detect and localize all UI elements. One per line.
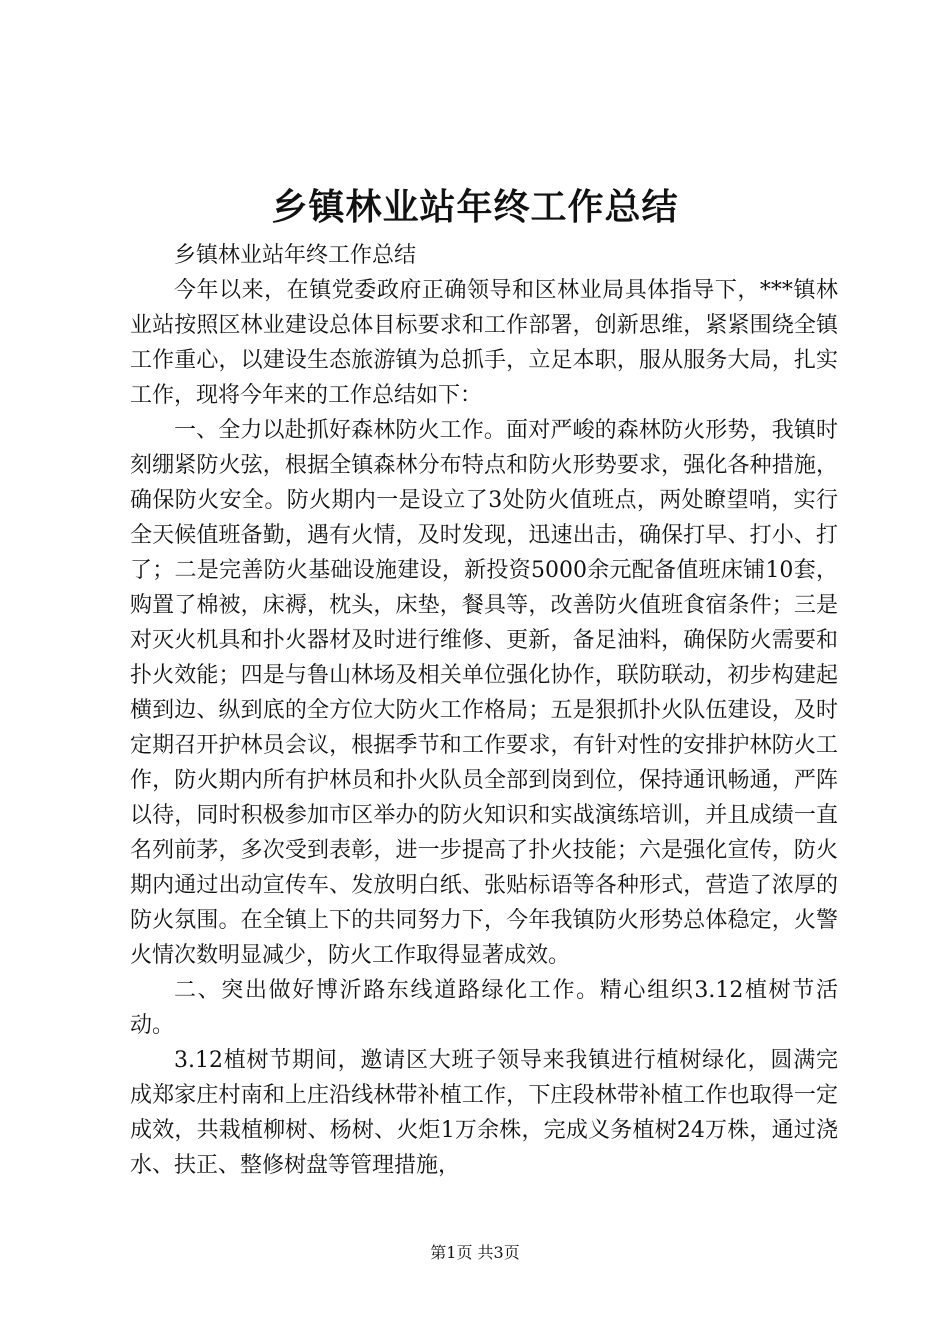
page-footer: 第1页 共3页 (430, 1243, 520, 1262)
fire-prevention-paragraph: 一、全力以赴抓好森林防火工作。面对严峻的森林防火形势，我镇时刻绷紧防火弦，根据全镇森林分布特点和防火形势要求，强化各种措施，确保防火安全。防火期内一是设立了3处防火值班点，两处瞭望哨，实行全天候值班备勤，遇有火情，及时发现，迅速出击，确保打早、打小、打了；二是完善防火基础设施建设，新投资5000余元配备值班床铺10套，购置了棉被，床褥，枕头，床垫，餐具等，改善防火值班食宿条件；三是对灭火机具和扑火器材及时进行维修、更新，备足油料，确保防火需要和扑火效能；四是与鲁山林场及相关单位强化协作，联防联动，初步构建起横到边、纵到底的全方位大防火工作格局；五是狠抓扑火队伍建设，及时定期召开护林员会议，根据季节和工作要求，有针对性的安排护林防火工作，防火期内所有护林员和扑火队员全部到岗到位，保持通讯畅通，严阵以待，同时积极参加市区举办的防火知识和实战演练培训，并且成绩一直名列前茅，多次受到表彰，进一步提高了扑火技能；六是强化宣传，防火期内通过出动宣传车、发放明白纸、张贴标语等各种形式，营造了浓厚的防火氛围。在全镇上下的共同努力下，今年我镇防火形势总体稳定，火警火情次数明显减少，防火工作取得显著成效。 (130, 418, 838, 968)
subtitle-paragraph: 乡镇林业站年终工作总结 (174, 243, 417, 268)
document-title: 乡镇林业站年终工作总结 (271, 186, 679, 228)
road-greening-paragraph: 二、突出做好博沂路东线道路绿化工作。精心组织3.12植树节活动。 (130, 978, 838, 1038)
tree-planting-paragraph: 3.12植树节期间，邀请区大班子领导来我镇进行植树绿化，圆满完成郑家庄村南和上庄沿线林带补植工作，下庄段林带补植工作也取得一定成效，共栽植柳树、杨树、火炬1万余株，完成义务植树24万株，通过浇水、扶正、整修树盘等管理措施， (130, 1048, 838, 1178)
document-body (130, 238, 838, 1183)
intro-paragraph: 今年以来，在镇党委政府正确领导和区林业局具体指导下，***镇林业站按照区林业建设总体目标要求和工作部署，创新思维，紧紧围绕全镇工作重心，以建设生态旅游镇为总抓手，立足本职，服从服务大局，扎实工作，现将今年来的工作总结如下： (130, 278, 838, 408)
